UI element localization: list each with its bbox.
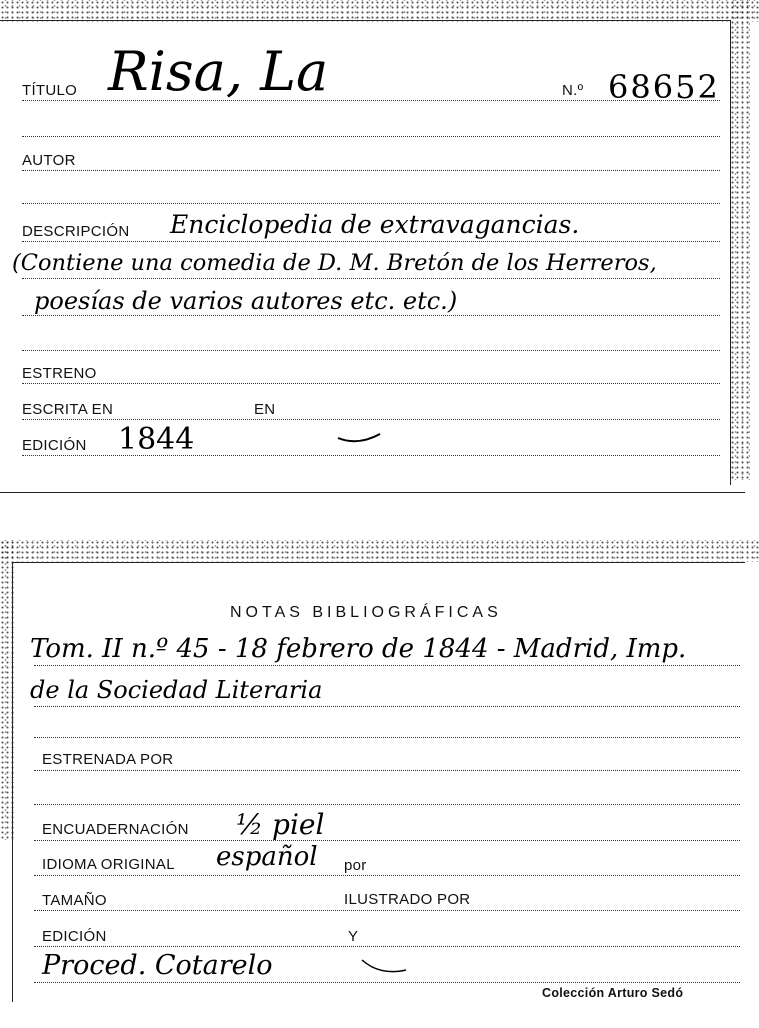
procedencia-value: Proced. Cotarelo — [42, 950, 273, 981]
catalog-card-top — [0, 0, 759, 495]
procedencia-rule — [34, 982, 740, 983]
notas-rule-3 — [34, 737, 740, 738]
notas-heading: NOTAS BIBLIOGRÁFICAS — [230, 604, 502, 621]
idioma-label: IDIOMA ORIGINAL — [42, 856, 175, 873]
blank-rule-1 — [22, 136, 720, 137]
autor-rule — [22, 170, 720, 171]
escrita-rule — [22, 419, 720, 420]
descripcion-rule-3 — [22, 315, 720, 316]
edicion2-label: EDICIÓN — [42, 928, 107, 945]
tamano-rule — [34, 910, 740, 911]
card-right-edge — [730, 20, 731, 485]
idioma-rule — [34, 875, 740, 876]
card-top-edge — [0, 20, 730, 21]
blank-rule-4 — [34, 804, 740, 805]
pen-stroke-mark-2 — [360, 956, 410, 978]
descripcion-line-2: (Contiene una comedia de D. M. Bretón de los Herreros, — [12, 250, 657, 276]
pen-stroke-mark — [336, 428, 384, 448]
encuadernacion-label: ENCUADERNACIÓN — [42, 821, 189, 838]
descripcion-line-3: poesías de varios autores etc. etc.) — [34, 287, 458, 315]
descripcion-rule-1 — [22, 241, 720, 242]
ilustrado-label: ILUSTRADO POR — [344, 891, 471, 908]
numero-value: 68652 — [608, 68, 720, 106]
estreno-label: ESTRENO — [22, 365, 97, 382]
card-bottom-texture — [0, 540, 759, 562]
encuadernacion-rule — [34, 840, 740, 841]
notas-rule-2 — [34, 706, 740, 707]
titulo-label: TÍTULO — [22, 82, 78, 99]
y-label: Y — [348, 928, 359, 945]
numero-label: N.º — [562, 82, 584, 99]
autor-label: AUTOR — [22, 152, 76, 169]
descripcion-rule-2 — [22, 278, 720, 279]
catalog-card-bottom — [0, 530, 759, 1028]
notas-line-1: Tom. II n.º 45 - 18 febrero de 1844 - Madrid, Imp. — [30, 634, 687, 664]
encuadernacion-value: ½ piel — [236, 808, 325, 841]
titulo-value: Risa, La — [108, 40, 329, 103]
estreno-rule — [22, 383, 720, 384]
edicion2-rule — [34, 946, 740, 947]
card-top-texture-right — [730, 0, 750, 480]
edicion-rule — [22, 455, 720, 456]
descripcion-label: DESCRIPCIÓN — [22, 223, 130, 240]
idioma-value: español — [216, 842, 318, 872]
escrita-en-label: ESCRITA EN — [22, 401, 114, 418]
estrenada-rule — [34, 770, 740, 771]
notas-rule-1 — [34, 665, 740, 666]
por-label: por — [344, 857, 367, 874]
edicion-value: 1844 — [118, 422, 195, 457]
notas-line-2: de la Sociedad Literaria — [30, 676, 323, 704]
card-top-texture — [0, 0, 759, 22]
en-label: EN — [254, 401, 276, 418]
blank-rule-3 — [22, 350, 720, 351]
card2-top-edge — [12, 562, 745, 563]
estrenada-label: ESTRENADA POR — [42, 751, 174, 768]
coleccion-label: Colección Arturo Sedó — [542, 986, 684, 1000]
card-bottom-edge — [0, 492, 745, 493]
tamano-label: TAMAÑO — [42, 892, 107, 909]
blank-rule-2 — [22, 203, 720, 204]
edicion-label: EDICIÓN — [22, 437, 87, 454]
card2-left-edge — [12, 562, 13, 1002]
descripcion-line-1: Enciclopedia de extravagancias. — [170, 210, 580, 239]
titulo-rule — [22, 100, 720, 101]
